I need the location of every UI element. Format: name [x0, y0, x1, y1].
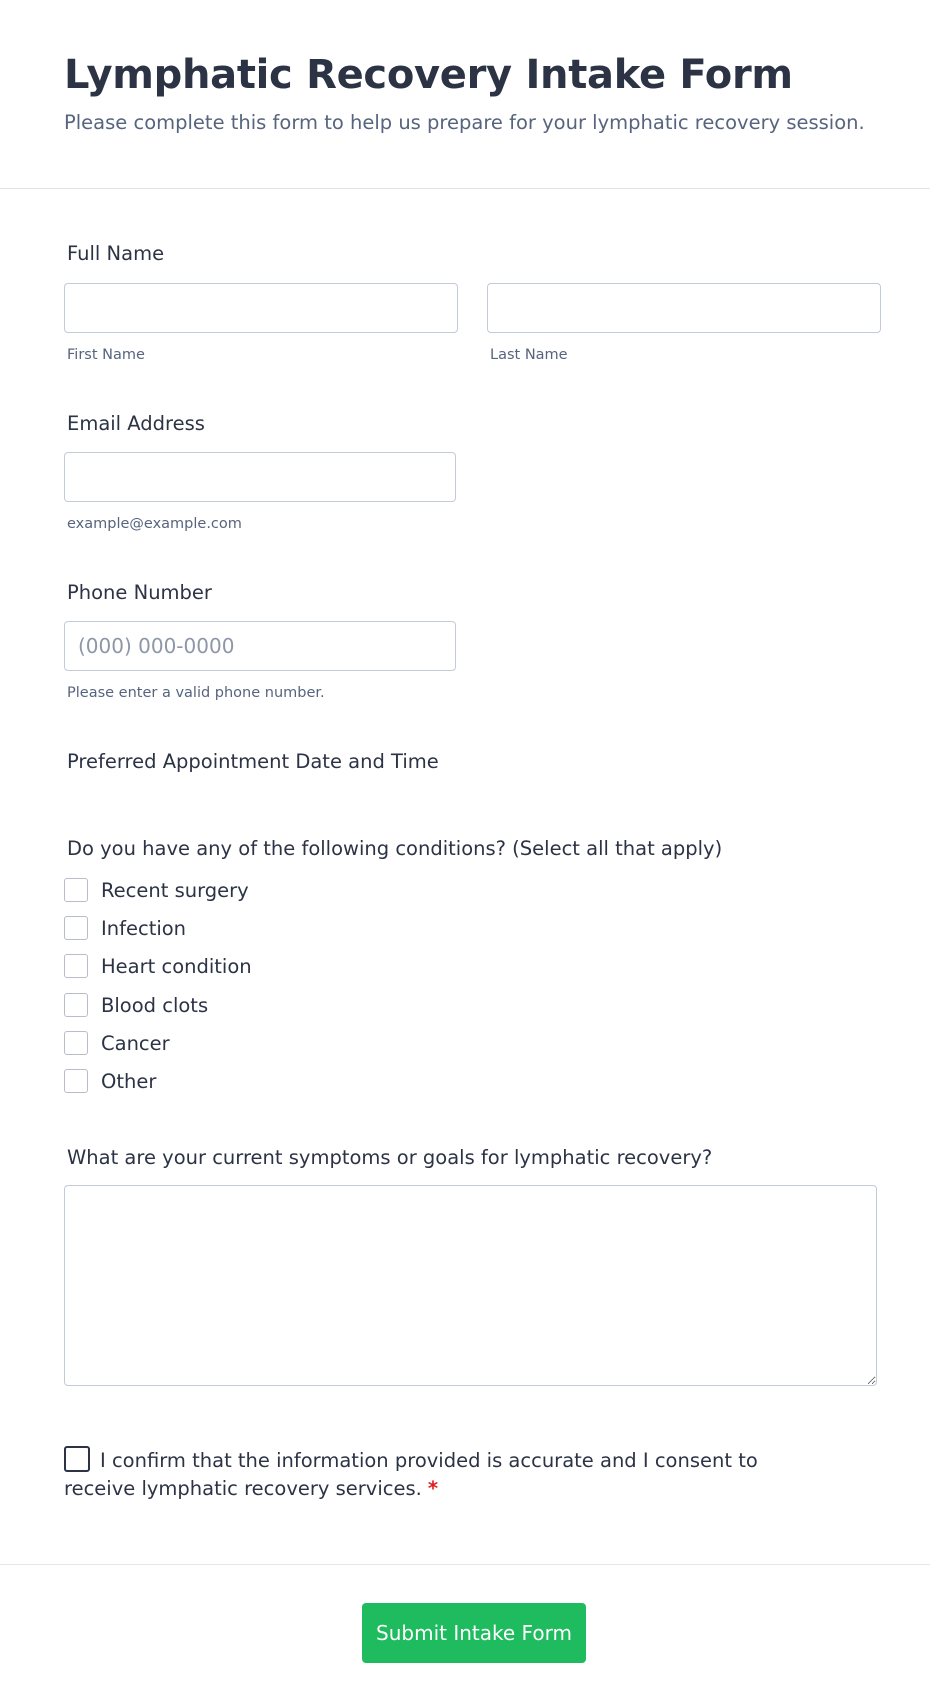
- checkbox-label: Blood clots: [101, 993, 209, 1017]
- last-name-sublabel: Last Name: [490, 347, 568, 363]
- symptoms-label: What are your current symptoms or goals for lymphatic recovery?: [67, 1146, 713, 1169]
- consent-checkbox[interactable]: [64, 1446, 90, 1472]
- consent-field: [64, 1446, 764, 1503]
- checkbox[interactable]: [64, 1031, 88, 1055]
- phone-input[interactable]: [64, 621, 456, 671]
- checkbox-label: Heart condition: [101, 954, 252, 978]
- email-input[interactable]: [64, 452, 456, 502]
- condition-option-cancer[interactable]: [64, 1030, 170, 1056]
- checkbox[interactable]: [64, 954, 88, 978]
- consent-text: I confirm that the information provided is accurate and I consent to receive lymphatic recovery services.: [64, 1449, 758, 1500]
- form-header: [0, 0, 930, 189]
- condition-option-recent-surgery[interactable]: [64, 877, 249, 903]
- page-title: Lymphatic Recovery Intake Form: [64, 52, 793, 98]
- footer-divider: [0, 1564, 930, 1565]
- full-name-label: Full Name: [67, 242, 165, 265]
- symptoms-textarea[interactable]: [64, 1185, 877, 1386]
- email-sublabel: example@example.com: [67, 516, 242, 532]
- checkbox[interactable]: [64, 1069, 88, 1093]
- appointment-label: Preferred Appointment Date and Time: [67, 750, 439, 773]
- phone-sublabel: Please enter a valid phone number.: [67, 685, 325, 701]
- last-name-input[interactable]: [487, 283, 881, 333]
- checkbox-label: Recent surgery: [101, 878, 249, 902]
- checkbox[interactable]: [64, 878, 88, 902]
- condition-option-heart-condition[interactable]: [64, 953, 252, 979]
- conditions-label: Do you have any of the following conditions? (Select all that apply): [67, 837, 723, 860]
- submit-button[interactable]: Submit Intake Form: [362, 1603, 586, 1663]
- condition-option-other[interactable]: [64, 1068, 156, 1094]
- first-name-sublabel: First Name: [67, 347, 145, 363]
- required-mark: *: [427, 1477, 439, 1500]
- first-name-input[interactable]: [64, 283, 458, 333]
- email-label: Email Address: [67, 412, 205, 435]
- checkbox[interactable]: [64, 916, 88, 940]
- checkbox[interactable]: [64, 993, 88, 1017]
- checkbox-label: Infection: [101, 916, 187, 940]
- condition-option-blood-clots[interactable]: [64, 992, 208, 1018]
- phone-label: Phone Number: [67, 581, 212, 604]
- checkbox-label: Cancer: [101, 1031, 170, 1055]
- page-subtitle: Please complete this form to help us prepare for your lymphatic recovery session.: [64, 111, 865, 134]
- checkbox-label: Other: [101, 1069, 157, 1093]
- condition-option-infection[interactable]: [64, 915, 186, 941]
